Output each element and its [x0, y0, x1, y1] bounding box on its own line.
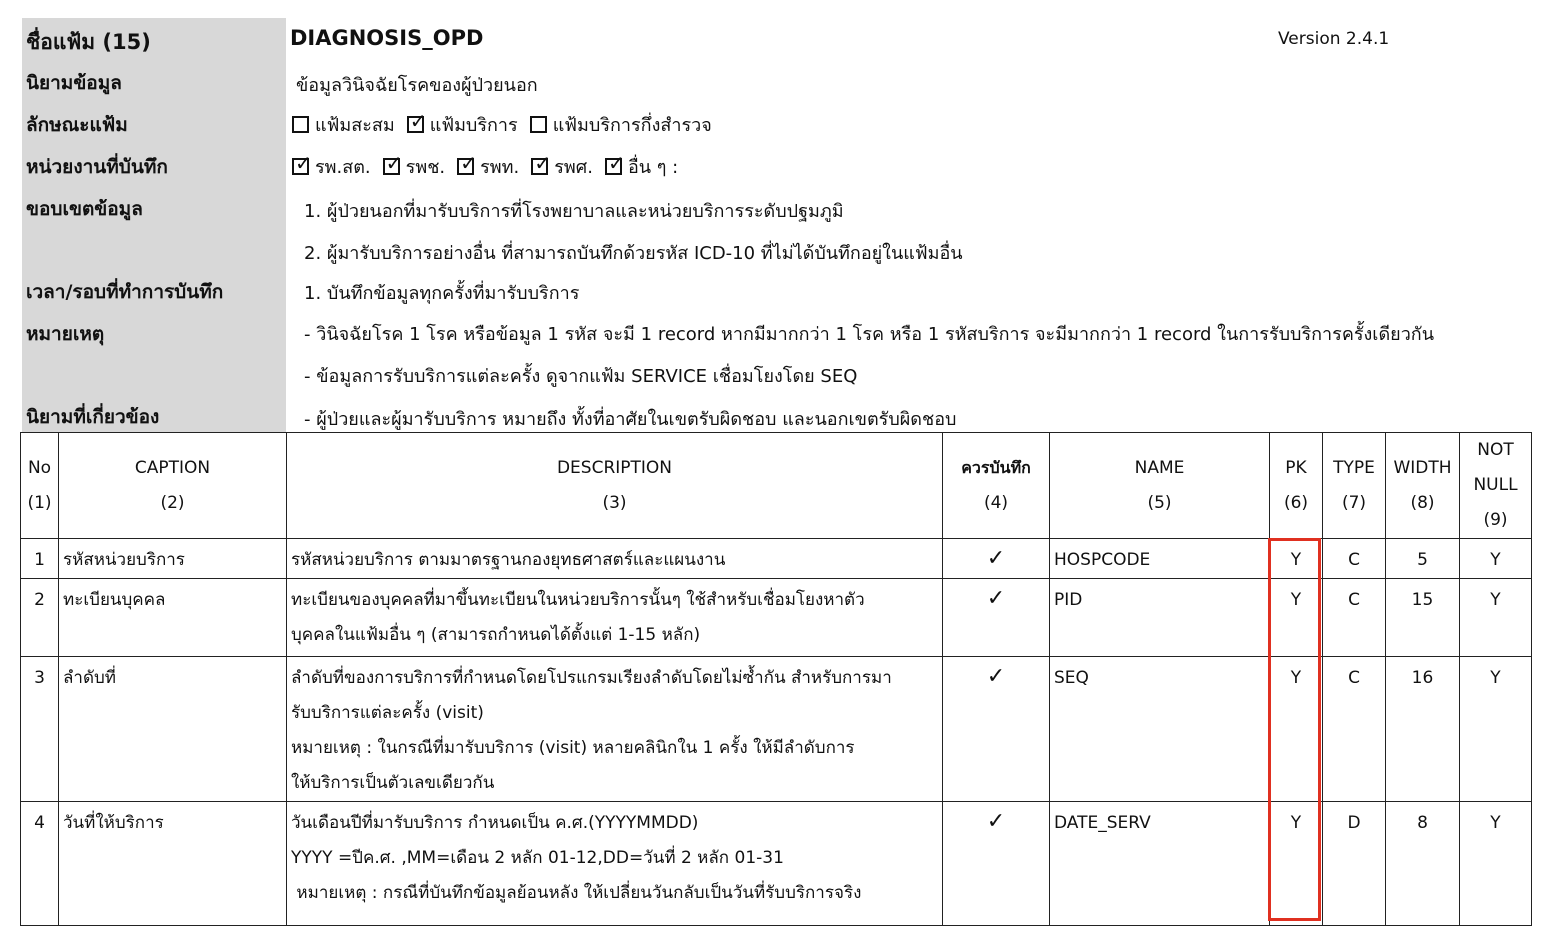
- description-line: บุคคลในแฟ้มอื่น ๆ (สามารถกำหนดได้ตั้งแต่ 1-15 หลัก): [291, 625, 701, 645]
- col-header-width: WIDTH (8): [1386, 433, 1460, 539]
- checkmark-icon: ✓: [986, 664, 1006, 689]
- col-header-not-null: NOT NULL (9): [1460, 433, 1532, 539]
- scope-item-1: 1. ผู้ป่วยนอกที่มารับบริการที่โรงพยาบาลและหน่วยบริการระดับปฐมภูมิ: [304, 201, 844, 222]
- unit-option-label: รพศ.: [554, 157, 593, 178]
- file-type-option: [407, 115, 518, 136]
- scope-item-2: 2. ผู้มารับบริการอย่างอื่น ที่สามารถบันทึกด้วยรหัส ICD-10 ที่ไม่ได้บันทึกอยู่ในแฟ้มอื่น: [304, 243, 963, 264]
- cell-no: 1: [21, 539, 59, 579]
- cell-name: DATE_SERV: [1050, 802, 1270, 926]
- file-type-option-label: แฟ้มสะสม: [315, 115, 395, 136]
- table-row: [21, 579, 1532, 657]
- unit-option-label: อื่น ๆ :: [627, 157, 679, 178]
- cell-should-record: [943, 579, 1050, 657]
- col-header-should-record: ควรบันทึก (4): [943, 433, 1050, 539]
- cell-not-null: Y: [1460, 657, 1532, 802]
- cell-name: SEQ: [1050, 657, 1270, 802]
- cell-caption: ทะเบียนบุคคล: [59, 579, 287, 657]
- cell-name: HOSPCODE: [1050, 539, 1270, 579]
- description-line: รับบริการแต่ละครั้ง (visit): [291, 703, 484, 723]
- checked-checkbox-icon: [292, 158, 309, 175]
- cell-pk: Y: [1270, 802, 1323, 926]
- cell-no: 3: [21, 657, 59, 802]
- cell-not-null: Y: [1460, 539, 1532, 579]
- cell-description: [287, 539, 943, 579]
- unit-option: [457, 157, 519, 178]
- cell-should-record: [943, 802, 1050, 926]
- cell-caption: ลำดับที่: [59, 657, 287, 802]
- cell-description: [287, 802, 943, 926]
- cell-not-null: Y: [1460, 579, 1532, 657]
- cell-no: 2: [21, 579, 59, 657]
- file-type-checkboxes: [292, 110, 724, 139]
- description-line: หมายเหตุ : ในกรณีที่มารับบริการ (visit) หลายคลินิกใน 1 ครั้ง ให้มีลำดับการ: [291, 738, 855, 758]
- table-row: [21, 802, 1532, 926]
- col-header-description: DESCRIPTION (3): [287, 433, 943, 539]
- unchecked-checkbox-icon: [530, 116, 547, 133]
- cell-type: C: [1323, 539, 1386, 579]
- cell-description: [287, 657, 943, 802]
- description-line: ให้บริการเป็นตัวเลขเดียวกัน: [291, 773, 495, 793]
- cell-width: 5: [1386, 539, 1460, 579]
- checked-checkbox-icon: [407, 116, 424, 133]
- cell-type: D: [1323, 802, 1386, 926]
- note-item-1: - วินิจฉัยโรค 1 โรค หรือข้อมูล 1 รหัส จะมี 1 record หากมีมากกว่า 1 โรค หรือ 1 รหัสบริการ จะมีมากกว่า 1 record ในการรับบริการครั้งเดียวกัน: [304, 324, 1435, 345]
- checkmark-icon: ✓: [986, 586, 1006, 611]
- table-header-row: [21, 433, 1532, 539]
- file-type-option: [292, 115, 395, 136]
- description-line: ลำดับที่ของการบริการที่กำหนดโดยโปรแกรมเรียงลำดับโดยไม่ซ้ำกัน สำหรับการมา: [291, 668, 892, 688]
- cell-should-record: [943, 657, 1050, 802]
- checkmark-icon: ✓: [986, 546, 1006, 571]
- recording-unit-label: หน่วยงานที่บันทึก: [26, 156, 168, 178]
- file-label: ชื่อแฟ้ม (15): [26, 30, 151, 54]
- recording-unit-checkboxes: [292, 152, 690, 181]
- scope-label: ขอบเขตข้อมูล: [26, 198, 143, 220]
- table-row: [21, 539, 1532, 579]
- col-header-pk: PK (6): [1270, 433, 1323, 539]
- col-header-no: No (1): [21, 433, 59, 539]
- col-header-name: NAME (5): [1050, 433, 1270, 539]
- unchecked-checkbox-icon: [292, 116, 309, 133]
- checked-checkbox-icon: [383, 158, 400, 175]
- cell-width: 16: [1386, 657, 1460, 802]
- file-type-option: [530, 115, 712, 136]
- related-definition-label: นิยามที่เกี่ยวข้อง: [26, 406, 160, 428]
- unit-option: [605, 157, 678, 178]
- cell-caption: รหัสหน่วยบริการ: [59, 539, 287, 579]
- unit-option-label: รพ.สต.: [315, 157, 371, 178]
- table-row: [21, 657, 1532, 802]
- note-item-2: - ข้อมูลการรับบริการแต่ละครั้ง ดูจากแฟ้ม SERVICE เชื่อมโยงโดย SEQ: [304, 366, 858, 387]
- cell-pk: Y: [1270, 539, 1323, 579]
- cell-should-record: [943, 539, 1050, 579]
- file-type-option-label: แฟ้มบริการกึ่งสำรวจ: [552, 115, 712, 136]
- cell-type: C: [1323, 657, 1386, 802]
- recording-time-text: 1. บันทึกข้อมูลทุกครั้งที่มารับบริการ: [304, 283, 580, 304]
- unit-option: [292, 157, 371, 178]
- description-line: YYYY =ปีค.ศ. ,MM=เดือน 2 หลัก 01-12,DD=วันที่ 2 หลัก 01-31: [291, 848, 784, 868]
- description-line: ทะเบียนของบุคคลที่มาขึ้นทะเบียนในหน่วยบริการนั้นๆ ใช้สำหรับเชื่อมโยงหาตัว: [291, 590, 865, 610]
- cell-description: [287, 579, 943, 657]
- description-line: วันเดือนปีที่มารับบริการ กำหนดเป็น ค.ศ.(YYYYMMDD): [291, 813, 699, 833]
- description-line: รหัสหน่วยบริการ ตามมาตรฐานกองยุทธศาสตร์และแผนงาน: [291, 550, 726, 570]
- file-type-option-label: แฟ้มบริการ: [429, 115, 518, 136]
- cell-caption: วันที่ให้บริการ: [59, 802, 287, 926]
- related-definition-text: - ผู้ป่วยและผู้มารับบริการ หมายถึง ทั้งที่อาศัยในเขตรับผิดชอบ และนอกเขตรับผิดชอบ: [304, 409, 957, 430]
- cell-pk: Y: [1270, 657, 1323, 802]
- checked-checkbox-icon: [531, 158, 548, 175]
- note-label: หมายเหตุ: [26, 323, 105, 345]
- cell-type: C: [1323, 579, 1386, 657]
- cell-name: PID: [1050, 579, 1270, 657]
- checked-checkbox-icon: [457, 158, 474, 175]
- cell-width: 8: [1386, 802, 1460, 926]
- cell-width: 15: [1386, 579, 1460, 657]
- definition-text: ข้อมูลวินิจฉัยโรคของผู้ป่วยนอก: [296, 75, 538, 96]
- file-type-label: ลักษณะแฟ้ม: [26, 114, 128, 136]
- cell-no: 4: [21, 802, 59, 926]
- cell-pk: Y: [1270, 579, 1323, 657]
- recording-time-label: เวลา/รอบที่ทำการบันทึก: [26, 281, 224, 303]
- checked-checkbox-icon: [605, 158, 622, 175]
- cell-not-null: Y: [1460, 802, 1532, 926]
- col-header-caption: CAPTION (2): [59, 433, 287, 539]
- version-text: Version 2.4.1: [1278, 29, 1390, 49]
- file-name: DIAGNOSIS_OPD: [290, 26, 484, 50]
- unit-option-label: รพท.: [480, 157, 520, 178]
- checkmark-icon: ✓: [986, 809, 1006, 834]
- definition-label: นิยามข้อมูล: [26, 72, 122, 94]
- unit-option-label: รพช.: [405, 157, 446, 178]
- unit-option: [383, 157, 445, 178]
- unit-option: [531, 157, 593, 178]
- col-header-type: TYPE (7): [1323, 433, 1386, 539]
- field-spec-table: [20, 432, 1532, 926]
- description-line: หมายเหตุ : กรณีที่บันทึกข้อมูลย้อนหลัง ให้เปลี่ยนวันกลับเป็นวันที่รับบริการจริง: [291, 883, 862, 903]
